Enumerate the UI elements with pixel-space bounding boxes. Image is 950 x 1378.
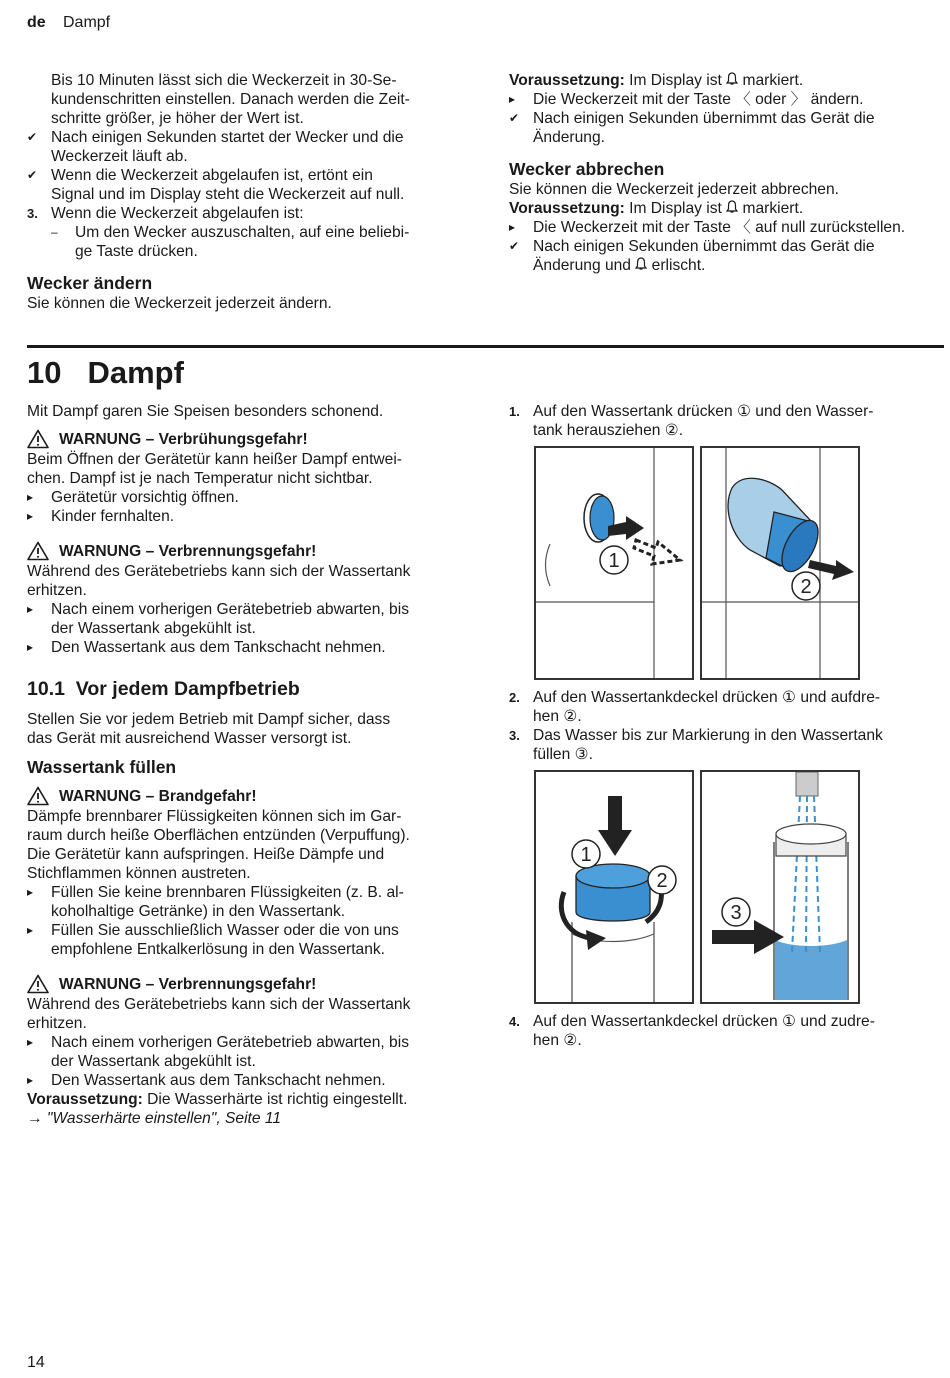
header-title: Dampf bbox=[63, 14, 111, 31]
result-item bbox=[509, 109, 949, 147]
item-text: Signal und im Display steht die Weckerzeit auf null. bbox=[51, 186, 405, 203]
action-item: ▸ Nach einem vorherigen Gerätebetrieb abwarten, bis der Wassertank abgekühlt ist. bbox=[27, 601, 409, 637]
top-right-column bbox=[509, 71, 949, 275]
prerequisite: Voraussetzung: Im Display ist markiert. bbox=[509, 200, 804, 217]
paragraph: Sie können die Weckerzeit jederzeit abbrechen. bbox=[509, 181, 839, 198]
action-item: ▸ Füllen Sie keine brennbaren Flüssigkeiten (z. B. al- koholhaltige Getränke) in den Wassertank. bbox=[27, 884, 404, 920]
warning-icon bbox=[27, 541, 49, 561]
item-text: Um den Wecker auszuschalten, auf eine beliebi- bbox=[75, 224, 410, 241]
item-text: Wenn die Weckerzeit abgelaufen ist, ertönt ein bbox=[51, 167, 373, 184]
arrow-marker: ▸ bbox=[509, 220, 516, 234]
warning-block bbox=[27, 540, 467, 657]
warning-text: Dämpfe brennbarer Flüssigkeiten können sich im Gar- bbox=[27, 808, 402, 825]
chapter-title: 10 Dampf bbox=[27, 355, 184, 390]
item-text: Änderung. bbox=[533, 129, 605, 146]
steps-2-3: 2. Auf den Wassertankdeckel drücken ① und aufdre- hen ②. 3. Das Wasser bis zur Markierung in den Wassertank füllen ③. bbox=[509, 689, 883, 763]
warning-title: WARNUNG – Verbrühungsgefahr! bbox=[59, 430, 308, 448]
step-number: 3. bbox=[27, 206, 38, 221]
action-item: ▸ Füllen Sie ausschließlich Wasser oder die von uns empfohlene Entkalkerlösung in den Wassertank. bbox=[27, 922, 399, 958]
item-text: Wenn die Weckerzeit abgelaufen ist: bbox=[51, 205, 304, 222]
top-left-column bbox=[27, 71, 467, 313]
figure-label-2: 2 bbox=[800, 576, 812, 598]
warning-text: Die Gerätetür kann aufspringen. Heiße Dämpfe und bbox=[27, 846, 385, 863]
intro-line: kundenschritten einstellen. Danach werden die Zeit- bbox=[51, 91, 410, 108]
intro-line: schritte größer, je höher der Wert ist. bbox=[51, 110, 304, 127]
prerequisite: Voraussetzung: Im Display ist markiert. bbox=[509, 72, 804, 89]
arrow-right-icon: → bbox=[27, 1110, 43, 1127]
section-title: 10.1 Vor jedem Dampfbetrieb bbox=[27, 678, 300, 700]
bell-icon bbox=[635, 257, 647, 271]
action-item bbox=[509, 218, 949, 237]
figure-fill-water bbox=[700, 770, 860, 1004]
warning-icon bbox=[27, 786, 49, 806]
step-1: 1. Auf den Wassertank drücken ① und den Wasser- tank herausziehen ②. bbox=[509, 403, 874, 439]
warning-icon bbox=[27, 429, 49, 449]
figure-open-lid bbox=[534, 770, 694, 1004]
check-icon: ✔ bbox=[509, 111, 520, 125]
heading-wecker-abbrechen: Wecker abbrechen bbox=[509, 159, 665, 179]
warning-text: Stichflammen können austreten. bbox=[27, 865, 251, 882]
action-item bbox=[509, 90, 949, 109]
item-text: Die Weckerzeit mit der Taste 〈 oder 〉 ändern. bbox=[533, 91, 864, 108]
warning-text: erhitzen. bbox=[27, 582, 87, 599]
item-text: Die Weckerzeit mit der Taste 〈 auf null zurückstellen. bbox=[533, 219, 906, 236]
figure-pull-tank bbox=[700, 446, 860, 680]
item-text: Nach einigen Sekunden übernimmt das Gerät die bbox=[533, 238, 875, 255]
check-icon: ✔ bbox=[509, 239, 520, 253]
result-item bbox=[27, 128, 467, 166]
warning-text: Während des Gerätebetriebs kann sich der Wassertank bbox=[27, 996, 411, 1013]
sub-item bbox=[27, 223, 467, 261]
warning-text: raum durch heiße Oberflächen entzünden (Verpuffung). bbox=[27, 827, 410, 844]
warning-text: Während des Gerätebetriebs kann sich der Wassertank bbox=[27, 563, 411, 580]
heading-wecker-aendern: Wecker ändern bbox=[27, 273, 153, 293]
cross-reference-link[interactable]: → "Wasserhärte einstellen", Seite 11 bbox=[27, 1110, 282, 1127]
heading-wassertank-fuellen: Wassertank füllen bbox=[27, 757, 177, 777]
action-item: ▸ Gerätetür vorsichtig öffnen. bbox=[27, 489, 239, 506]
action-item: ▸ Kinder fernhalten. bbox=[27, 508, 175, 525]
figure-label-1: 1 bbox=[580, 844, 592, 866]
figure-label-3: 3 bbox=[730, 902, 742, 924]
bell-icon bbox=[726, 72, 738, 86]
warning-text: erhitzen. bbox=[27, 1015, 87, 1032]
item-text: Weckerzeit läuft ab. bbox=[51, 148, 188, 165]
arrow-marker: ▸ bbox=[509, 92, 516, 106]
item-text: Nach einigen Sekunden übernimmt das Gerät die bbox=[533, 110, 875, 127]
warning-block bbox=[27, 428, 467, 526]
result-item bbox=[27, 166, 467, 204]
figure-label-1: 1 bbox=[608, 550, 620, 572]
dash-marker: – bbox=[51, 225, 58, 239]
result-item bbox=[509, 237, 949, 275]
figure-label-2: 2 bbox=[656, 870, 668, 892]
header-lang: de bbox=[27, 14, 46, 31]
warning-icon bbox=[27, 974, 49, 994]
page-number: 14 bbox=[27, 1354, 45, 1371]
lower-left-column bbox=[27, 402, 467, 1128]
warning-title: WARNUNG – Verbrennungsgefahr! bbox=[59, 975, 317, 993]
warning-block bbox=[27, 973, 467, 1090]
figure-press-tank bbox=[534, 446, 694, 680]
item-text: Nach einigen Sekunden startet der Wecker und die bbox=[51, 129, 404, 146]
action-item: ▸ Nach einem vorherigen Gerätebetrieb abwarten, bis der Wassertank abgekühlt ist. bbox=[27, 1034, 409, 1070]
chapter-intro: Mit Dampf garen Sie Speisen besonders schonend. bbox=[27, 403, 384, 420]
warning-title: WARNUNG – Verbrennungsgefahr! bbox=[59, 542, 317, 560]
item-text: ge Taste drücken. bbox=[75, 243, 198, 260]
check-icon: ✔ bbox=[27, 168, 38, 182]
warning-title: WARNUNG – Brandgefahr! bbox=[59, 787, 257, 805]
item-text: Änderung und erlischt. bbox=[533, 257, 706, 274]
warning-text: chen. Dampf ist je nach Temperatur nicht sichtbar. bbox=[27, 470, 373, 487]
bell-icon bbox=[726, 200, 738, 214]
chapter-rule bbox=[27, 345, 944, 348]
check-icon: ✔ bbox=[27, 130, 38, 144]
action-item: ▸ Den Wassertank aus dem Tankschacht nehmen. bbox=[27, 639, 386, 656]
section-text: Stellen Sie vor jedem Betrieb mit Dampf sicher, dass das Gerät mit ausreichend Wasser versorgt ist. bbox=[27, 711, 391, 747]
step-4: 4. Auf den Wassertankdeckel drücken ① und zudre- hen ②. bbox=[509, 1013, 875, 1049]
warning-text: Beim Öffnen der Gerätetür kann heißer Dampf entwei- bbox=[27, 451, 403, 468]
paragraph: Sie können die Weckerzeit jederzeit ändern. bbox=[27, 295, 332, 312]
step-item bbox=[27, 204, 467, 223]
prerequisite: Voraussetzung: Die Wasserhärte ist richtig eingestellt. bbox=[27, 1091, 408, 1108]
intro-line: Bis 10 Minuten lässt sich die Weckerzeit in 30-Se- bbox=[51, 72, 397, 89]
action-item: ▸ Den Wassertank aus dem Tankschacht nehmen. bbox=[27, 1072, 386, 1089]
warning-block bbox=[27, 785, 467, 959]
